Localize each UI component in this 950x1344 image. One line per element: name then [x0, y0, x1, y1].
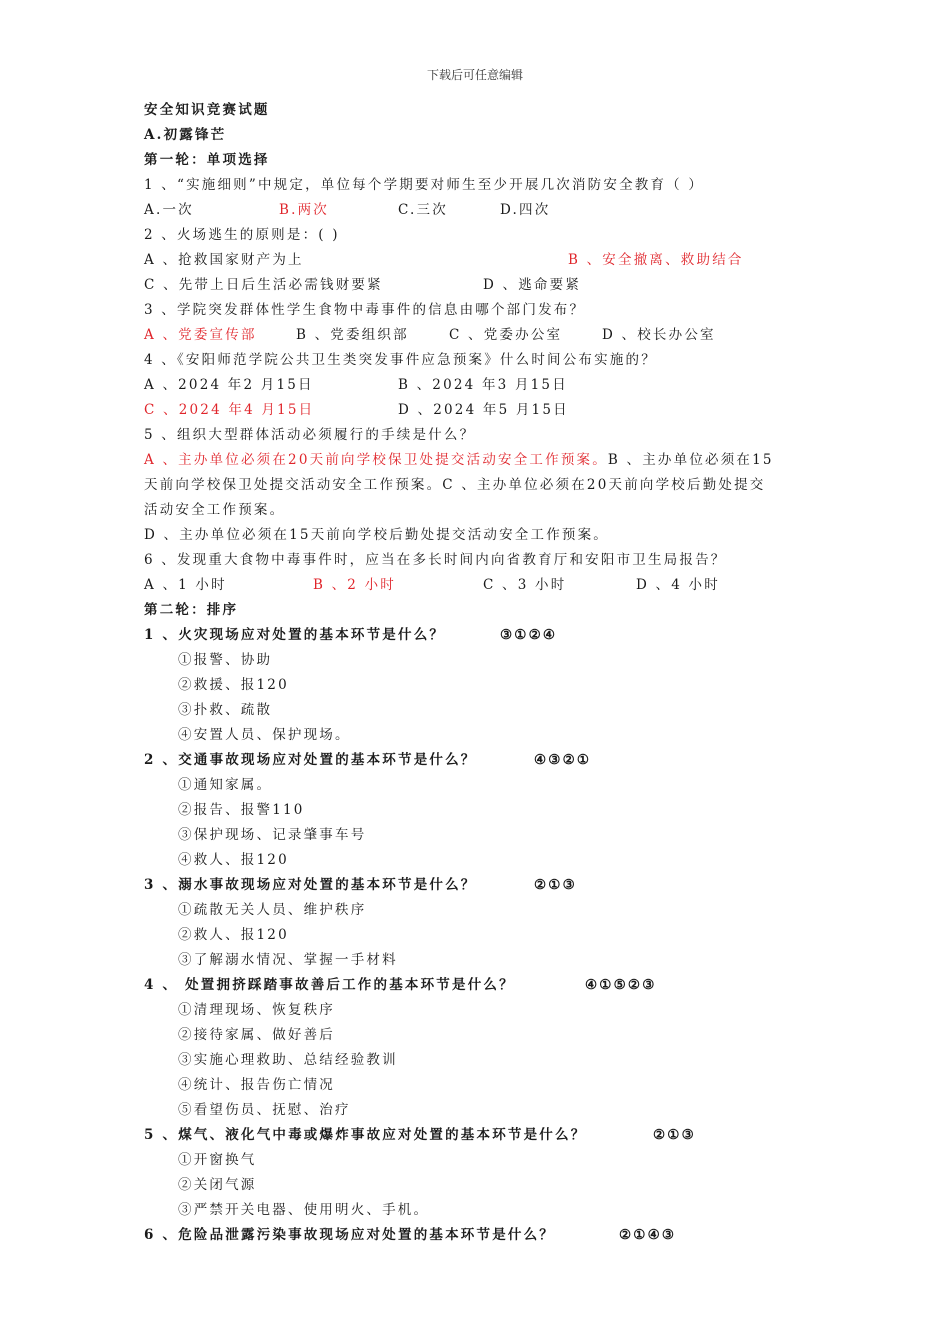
option-a: A 、抢救国家财产为上: [144, 252, 304, 268]
answer-order: ②①③: [653, 1127, 696, 1143]
round-heading: 第一轮：单项选择: [144, 152, 270, 168]
option-a: A.一次: [144, 202, 194, 218]
option-d: D 、4 小时: [636, 577, 720, 593]
list-item: ①开窗换气: [178, 1152, 257, 1168]
question-text: 2 、火场逃生的原则是：( ): [144, 227, 340, 243]
options-row: [144, 251, 844, 269]
options-paragraph-line: 活动安全工作预案。: [144, 502, 286, 518]
option-b: B 、党委组织部: [296, 327, 409, 343]
list-item: ①报警、协助: [178, 652, 273, 668]
list-item: ⑤看望伤员、抚慰、治疗: [178, 1102, 351, 1118]
options-row: [144, 376, 844, 394]
list-item: ④统计、报告伤亡情况: [178, 1077, 335, 1093]
list-item: ①疏散无关人员、维护秩序: [178, 902, 367, 918]
option-a-correct: A 、主办单位必须在20天前向学校保卫处提交活动安全工作预案。: [144, 452, 608, 468]
options-paragraph: [144, 451, 774, 469]
answer-order: ②①③: [534, 877, 577, 893]
option-a: A 、1 小时: [144, 577, 227, 593]
question-text: 6 、危险品泄露污染事故现场应对处置的基本环节是什么？: [144, 1227, 555, 1243]
question-row: [144, 751, 844, 769]
question-text: 3 、学院突发群体性学生食物中毒事件的信息由哪个部门发布？: [144, 302, 586, 318]
option-d: D 、校长办公室: [602, 327, 716, 343]
list-item: ④救人、报120: [178, 852, 289, 868]
option-d: D 、主办单位必须在15天前向学校后勤处提交活动安全工作预案。: [144, 527, 609, 543]
page-header: 下载后可任意编辑: [426, 68, 523, 82]
list-item: ③了解溺水情况、掌握一手材料: [178, 952, 398, 968]
list-item: ②救援、报120: [178, 677, 289, 693]
list-item: ③保护现场、记录肇事车号: [178, 827, 367, 843]
question-text: 1 、“实施细则”中规定，单位每个学期要对师生至少开展几次消防安全教育（ ）: [144, 177, 705, 193]
answer-order: ③①②④: [500, 627, 558, 643]
option-b: B 、2024 年3 月15日: [398, 377, 568, 393]
options-row: [144, 326, 844, 344]
question-text: 1 、火灾现场应对处置的基本环节是什么？: [144, 627, 446, 643]
option-c: C 、3 小时: [483, 577, 567, 593]
question-text: 2 、交通事故现场应对处置的基本环节是什么？: [144, 752, 477, 768]
option-c: C.三次: [398, 202, 448, 218]
list-item: ③扑救、疏散: [178, 702, 273, 718]
list-item: ②接待家属、做好善后: [178, 1027, 335, 1043]
list-item: ②救人、报120: [178, 927, 289, 943]
answer-order: ④①⑤②③: [585, 977, 657, 993]
question-text: 6 、发现重大食物中毒事件时，应当在多长时间内向省教育厅和安阳市卫生局报告？: [144, 552, 727, 568]
options-row: [144, 201, 844, 219]
option-d: D 、2024 年5 月15日: [398, 402, 569, 418]
option-c: C 、先带上日后生活必需钱财要紧: [144, 277, 383, 293]
option-a: A 、2024 年2 月15日: [144, 377, 314, 393]
question-text: 5 、煤气、液化气中毒或爆炸事故应对处置的基本环节是什么？: [144, 1127, 587, 1143]
list-item: ①清理现场、恢复秩序: [178, 1002, 335, 1018]
list-item: ①通知家属。: [178, 777, 273, 793]
option-a-correct: A 、党委宣传部: [144, 327, 257, 343]
document-title: 安全知识竞赛试题: [144, 102, 270, 118]
options-paragraph-line: 天前向学校保卫处提交活动安全工作预案。C 、主办单位必须在20天前向学校后勤处提交: [144, 477, 766, 493]
list-item: ③实施心理救助、总结经验教训: [178, 1052, 398, 1068]
question-text: 3 、溺水事故现场应对处置的基本环节是什么？: [144, 877, 477, 893]
option-b-correct: B.两次: [279, 202, 330, 218]
option-b-correct: B 、安全撤离、救助结合: [568, 252, 744, 268]
question-text: 4 、 处置拥挤踩踏事故善后工作的基本环节是什么？: [144, 977, 515, 993]
option-b-correct: B 、2 小时: [313, 577, 396, 593]
options-row: [144, 576, 844, 594]
section-heading: A.初露锋芒: [144, 127, 227, 143]
round-heading: 第二轮：排序: [144, 602, 239, 618]
answer-order: ④③②①: [534, 752, 592, 768]
list-item: ②关闭气源: [178, 1177, 257, 1193]
answer-order: ②①④③: [619, 1227, 677, 1243]
question-row: [144, 1226, 844, 1244]
question-row: [144, 626, 844, 644]
list-item: ③严禁开关电器、使用明火、手机。: [178, 1202, 430, 1218]
options-row: [144, 276, 844, 294]
question-row: [144, 876, 844, 894]
option-c: C 、党委办公室: [449, 327, 563, 343]
options-row: [144, 401, 844, 419]
option-d: D 、逃命要紧: [483, 277, 582, 293]
option-d: D.四次: [500, 202, 551, 218]
question-text: 4 、《安阳师范学院公共卫生类突发事件应急预案》什么时间公布实施的？: [144, 352, 657, 368]
list-item: ④安置人员、保护现场。: [178, 727, 351, 743]
list-item: ②报告、报警110: [178, 802, 305, 818]
option-c-correct: C 、2024 年4 月15日: [144, 402, 315, 418]
question-row: [144, 1126, 844, 1144]
question-text: 5 、组织大型群体活动必须履行的手续是什么？: [144, 427, 476, 443]
option-b: B 、主办单位必须在15: [607, 452, 774, 468]
question-row: [144, 976, 844, 994]
